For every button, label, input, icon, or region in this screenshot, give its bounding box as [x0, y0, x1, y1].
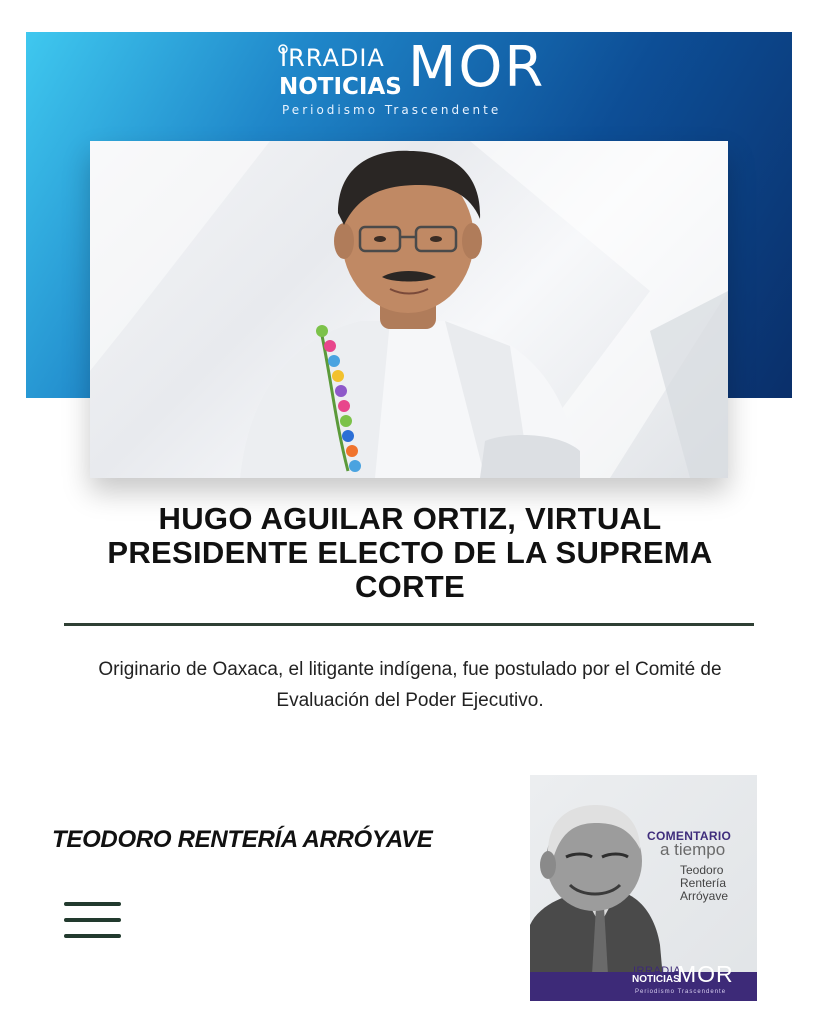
logo-irradia-text: IRRADIA — [280, 44, 385, 72]
card-logo-irradia: IRRADIA — [633, 965, 682, 977]
article-photo — [90, 141, 728, 478]
card-author-name — [680, 864, 750, 903]
logo-mor-text: MOR — [408, 35, 546, 100]
card-logo-mor: MOR — [677, 961, 734, 987]
logo-tagline: Periodismo Trascendente — [282, 103, 502, 117]
menu-bar-middle — [64, 918, 121, 922]
card-title: COMENTARIO — [647, 829, 732, 843]
article-headline[interactable]: HUGO AGUILAR ORTIZ, VIRTUAL PRESIDENTE ELECTO DE LA SUPREMA CORTE — [107, 501, 713, 604]
column-card[interactable] — [530, 775, 757, 1001]
headline-divider — [64, 623, 754, 626]
logo-noticias-text: NOTICIAS — [279, 74, 402, 100]
card-name-line: Arróyave — [680, 889, 729, 903]
site-logo[interactable] — [0, 0, 814, 130]
menu-bar-top — [64, 902, 121, 906]
menu-bar-bottom — [64, 934, 121, 938]
card-subtitle: a tiempo — [660, 840, 726, 859]
hamburger-menu-icon[interactable] — [64, 900, 121, 940]
card-logo-tagline: Periodismo Trascendente — [635, 989, 727, 995]
card-logo-noticias: NOTICIAS — [632, 974, 680, 985]
card-name-line: Teodoro — [680, 863, 724, 877]
portrait-illustration — [90, 141, 728, 478]
author-name[interactable]: TEODORO RENTERÍA ARRÓYAVE — [52, 826, 433, 853]
card-name-line: Rentería — [680, 876, 727, 890]
article-summary: Originario de Oaxaca, el litigante indígena, fue postulado por el Comité de Evaluación del Poder Ejecutivo. — [98, 659, 722, 711]
